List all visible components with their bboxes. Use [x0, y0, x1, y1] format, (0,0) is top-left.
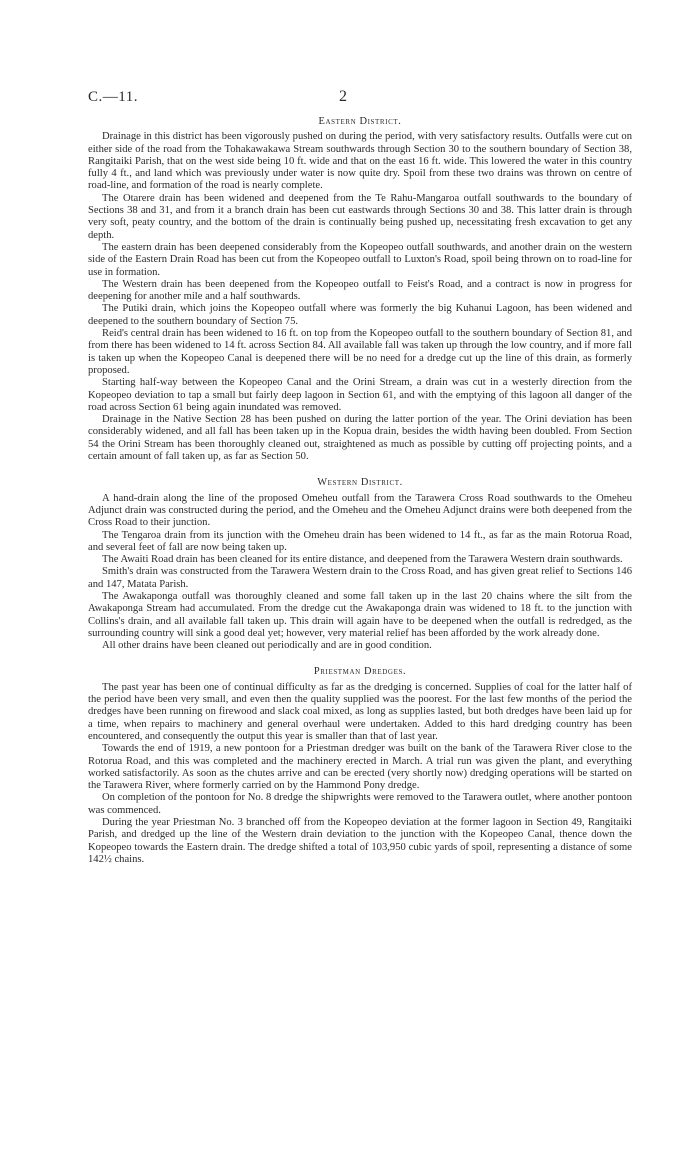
paragraph: The Western drain has been deepened from the Kopeopeo outfall to Feist's Road, and a contract is now in progress for deepening for another mile and a half southwards.	[88, 278, 632, 303]
paragraph: Smith's drain was constructed from the Tarawera Western drain to the Cross Road, and has given great relief to Sections 146 and 147, Matata Parish.	[88, 566, 632, 590]
paragraph: Drainage in the Native Section 28 has been pushed on during the latter portion of the year. The Orini deviation has been considerably widened, and all fall has been taken up in the Kopua drain, besides the width having been doubled. From Section 54 the Orini Stream has been thoroughly cleaned out, straightened as much as possible by cutting off projecting points, and a certain amount of fall taken up, as far as Section 50.	[88, 414, 632, 463]
paragraph: During the year Priestman No. 3 branched off from the Kopeopeo deviation at the former lagoon in Section 49, Rangitaiki Parish, and dredged up the line of the Western drain deviation to the junction with the Kopeopeo Canal, thence down the Kopeopeo towards the Eastern drain. The dredge shifted a total of 103,950 cubic yards of spoil, representing a distance of some 142½ chains.	[88, 817, 632, 865]
paragraph: Drainage in this district has been vigorously pushed on during the period, with very satisfactory results. Outfalls were cut on either side of the road from the Tohakawakawa Stream southwards through Section 30 to the southern boundary of Section 38, Rangitaiki Parish, that on the west side being 10 ft. wide and that on the east 16 ft. wide. This lowered the water in this country fully 4 ft., and land which was previously under water is now quite dry. Spoil from these two drains was thrown on centre of road-line, and formation of the road is nearly complete.	[88, 131, 632, 192]
section-heading: Western District.	[317, 477, 403, 489]
section-heading: Eastern District.	[318, 116, 402, 127]
paragraph: The Tengaroa drain from its junction with the Omeheu drain has been widened to 14 ft., as far as the main Rotorua Road, and several feet of fall are now being taken up.	[88, 529, 632, 553]
paragraph: On completion of the pontoon for No. 8 dredge the shipwrights were removed to the Tarawera outlet, where another pontoon was commenced.	[88, 792, 632, 816]
paragraph: The past year has been one of continual difficulty as far as the dredging is concerned. Supplies of coal for the latter half of the period have been very small, and even then the quality supplied was the poorest. For the last few months of the period the dredges have been running on firewood and slack coal mixed, as long as supplies lasted, but both dredges have been laid up for a time, when repairs to machinery and general overhaul were undertaken. Added to this hard dredging country has been encountered, and consequently the output this year is smaller than that of last year.	[88, 681, 632, 742]
paragraph: The Putiki drain, which joins the Kopeopeo outfall where was formerly the big Kuhanui Lagoon, has been widened and deepened to the southern boundary of Section 75.	[88, 303, 632, 327]
section-western-district	[88, 477, 632, 652]
paragraph: The Awakaponga outfall was thoroughly cleaned and some fall taken up in the last 20 chains where the silt from the Awakaponga Stream had accumulated. From the dredge cut the Awakaponga drain was widened to 18 ft. to the junction with Collins's drain, and all available fall taken up. This drain will again have to be deepened when the outfall is redredged, as the surrounding country will sink a good deal yet; however, very material relief has been afforded by the work already done.	[88, 590, 632, 639]
paragraph: A hand-drain along the line of the proposed Omeheu outfall from the Tarawera Cross Road southwards to the Omeheu Adjunct drain was constructed during the period, and the Omeheu and the Omeheu Adjunct drains were both deepened from the Cross Road to their junction.	[88, 492, 632, 529]
section-eastern-district	[88, 116, 632, 463]
paragraph: The Otarere drain has been widened and deepened from the Te Rahu-Mangaroa outfall southwards to the boundary of Sections 38 and 31, and from it a branch drain has been cut eastwards through Sections 30 and 38. This latter drain is through very soft, peaty country, and the bottom of the drain is continually being pushed up, necessitating fresh excavation to get any depth.	[88, 192, 632, 241]
document-body	[88, 116, 632, 866]
paragraph: The Awaiti Road drain has been cleaned for its entire distance, and deepened from the Tarawera Western drain southwards.	[102, 554, 623, 566]
paragraph: Towards the end of 1919, a new pontoon for a Priestman dredger was built on the bank of the Tarawera River close to the Rotorua Road, and this was completed and the machinery erected in March. A trial run was given the plant, and everything worked satisfactorily. As soon as the chutes arrive and can be erected (very shortly now) dredging operations will be started on the Tarawera River, where formerly carried on by the Hammond Pony dredge.	[88, 743, 632, 792]
paragraph: Reid's central drain has been widened to 16 ft. on top from the Kopeopeo outfall to the southern boundary of Section 81, and from there has been widened to 14 ft. across Section 84. All available fall was taken up through the low country, and if more fall is taken up when the Kopeopeo Canal is deepened there will be no need for a dredge cut up the line of this drain, as formerly proposed.	[88, 328, 632, 376]
page-number: 2	[339, 88, 347, 105]
paragraph: All other drains have been cleaned out periodically and are in good condition.	[102, 640, 432, 652]
document-reference: C.—11.	[88, 89, 138, 105]
paragraph: The eastern drain has been deepened considerably from the Kopeopeo outfall southwards, and another drain on the western side of the Eastern Drain Road has been cut from the Kopeopeo outfall to Luxton's Road, spoil being thrown on to road-line for use in formation.	[88, 241, 632, 278]
paragraph: Starting half-way between the Kopeopeo Canal and the Orini Stream, a drain was cut in a westerly direction from the Kopeopeo deviation to tap a small but fairly deep lagoon in Section 61, and with the emptying of this lagoon all danger of the road across Section 61 being again inundated was removed.	[88, 377, 632, 413]
section-heading: Priestman Dredges.	[313, 666, 407, 678]
section-priestman-dredges	[88, 666, 632, 866]
